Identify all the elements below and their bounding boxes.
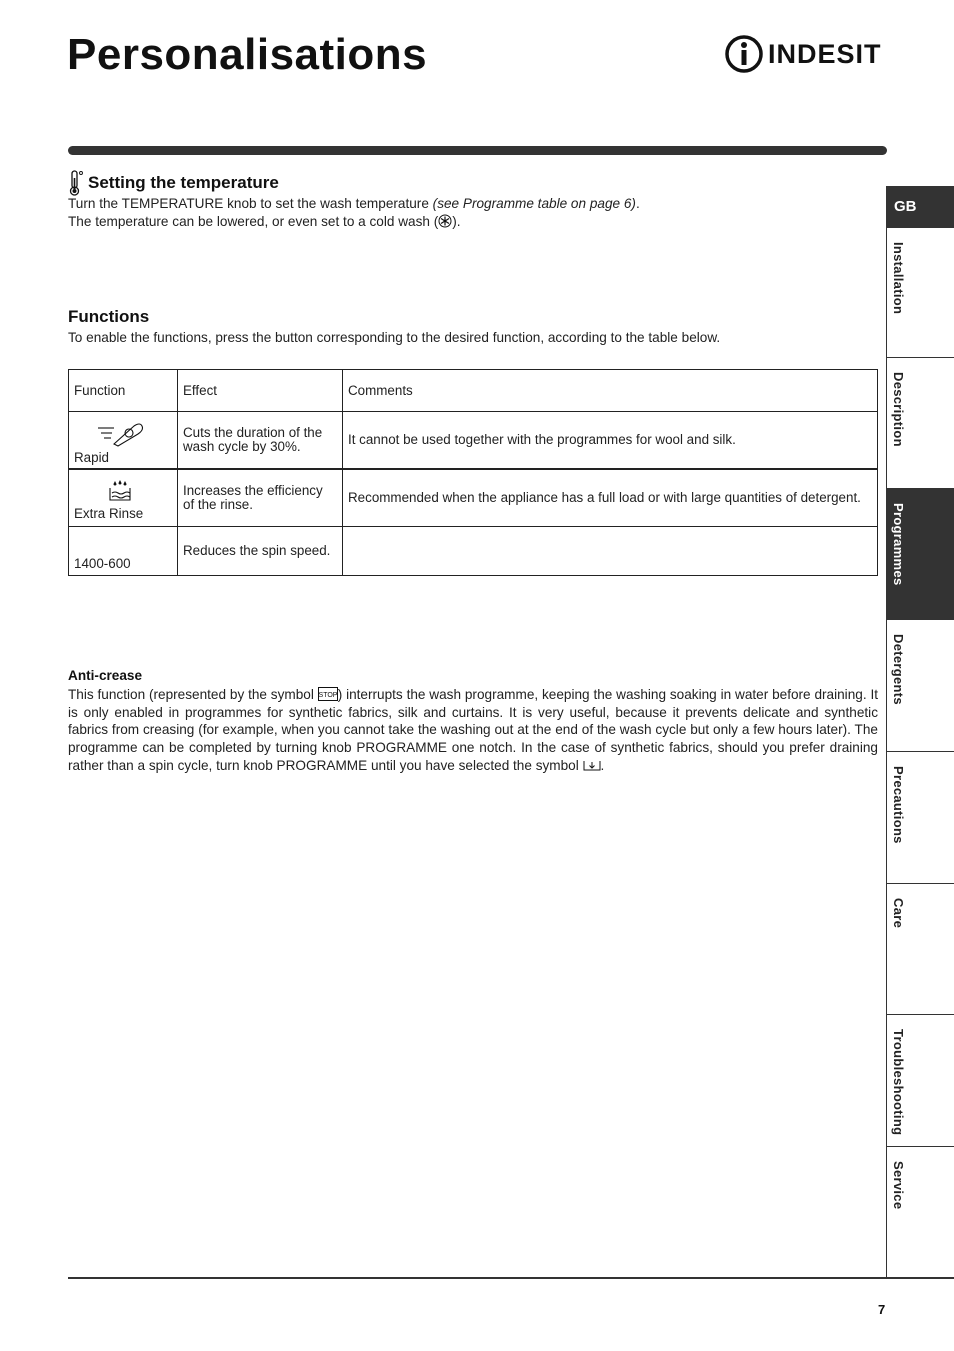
function-name: 1400-600 [74,555,131,571]
brand-name: INDESIT [768,38,882,69]
sidebar-item-label: Description [891,372,906,447]
sidebar-item-label: Precautions [891,766,906,844]
stop-symbol-label: STOP [318,692,338,699]
table-header-row [69,370,878,412]
comment-cell: It cannot be used together with the programmes for wool and silk. [343,412,878,470]
sidebar-item-label: Service [891,1161,906,1210]
sidebar-item-precautions[interactable] [887,752,954,884]
bottom-divider [68,1277,954,1279]
sidebar-item-label: Care [891,898,906,929]
sidebar-item-troubleshooting[interactable] [887,1015,954,1147]
comment-cell: Recommended when the appliance has a full load or with large quantities of detergent. [343,469,878,527]
indesit-logo [724,32,882,76]
table-row [69,469,878,527]
sidebar-item-description[interactable] [887,358,954,489]
sidebar-item-label: Troubleshooting [891,1029,906,1136]
sidebar-item-service[interactable] [887,1147,954,1278]
sidebar-item-programmes[interactable] [887,489,954,620]
extra-rinse-icon [108,480,132,502]
sidebar-item-care[interactable] [887,884,954,1015]
temperature-line-1-end: . [635,196,640,211]
stop-icon [318,687,338,701]
effect-cell: Reduces the spin speed. [178,527,343,576]
temperature-line-2-text: The temperature can be lowered, or even set to a cold wash ( [68,214,439,229]
temperature-line-2-end: ). [452,214,461,229]
function-name: Rapid [74,449,109,465]
anti-crease-text-end: . [600,757,605,773]
function-name: Extra Rinse [74,505,144,521]
column-header-function: Function [69,370,178,412]
sidebar-item-detergents[interactable] [887,620,954,752]
sidebar-item-installation[interactable] [887,228,954,358]
comment-cell [343,527,878,576]
indesit-logo-icon [724,34,764,74]
function-cell-extra-rinse [69,469,178,527]
anti-crease-heading: Anti-crease [68,668,143,683]
anti-crease-text-2: ) interrupts the wash programme, keeping the washing soaking in water before draining. It is only enabled in programmes for synthetic fabrics, silk and curtains. It is very useful, because it prevents delicate and synthetic fabrics from creasing (for example, when you cannot take the washing out at the end of the wash cycle but only a few hours later). The programme can be completed by turning knob PROGRAMME one notch. In the case of synthetic fabrics, should you prefer draining rather than a spin cycle, turn knob PROGRAMME until you have selected the symbol [68,687,878,773]
anti-crease-text [68,686,878,775]
temperature-line-1 [68,195,878,213]
functions-table [68,369,878,576]
functions-heading: Functions [68,307,150,326]
temperature-text [68,195,878,231]
function-cell-spin [69,527,178,576]
temperature-line-2 [68,213,878,231]
page-title: Personalisations [67,30,428,79]
language-tab[interactable]: GB [887,186,954,228]
programme-table-reference: (see Programme table on page 6) [432,196,636,211]
column-header-comments: Comments [343,370,878,412]
sidebar-item-label: Installation [891,242,906,315]
temperature-heading [68,170,279,196]
page-number: 7 [878,1302,886,1317]
effect-cell: Increases the efficiency of the rinse. [178,469,343,527]
sidebar-item-label: Programmes [891,503,906,586]
drain-icon [583,758,601,772]
sidebar-item-label: Detergents [891,634,906,705]
function-cell-rapid [69,412,178,470]
column-header-effect: Effect [178,370,343,412]
rapid-icon [96,420,146,448]
table-row [69,412,878,470]
effect-cell: Cuts the duration of the wash cycle by 30%. [178,412,343,470]
cold-wash-icon [438,214,452,228]
anti-crease-text-1: This function (represented by the symbol [68,687,318,702]
thermometer-icon [68,170,84,196]
section-sidebar [886,186,954,1278]
top-divider [68,146,887,155]
temperature-line-1-text: Turn the TEMPERATURE knob to set the wash temperature [68,196,433,211]
functions-intro: To enable the functions, press the button corresponding to the desired function, according to the table below. [68,330,721,345]
temperature-heading-text: Setting the temperature [88,173,279,192]
table-row [69,527,878,576]
